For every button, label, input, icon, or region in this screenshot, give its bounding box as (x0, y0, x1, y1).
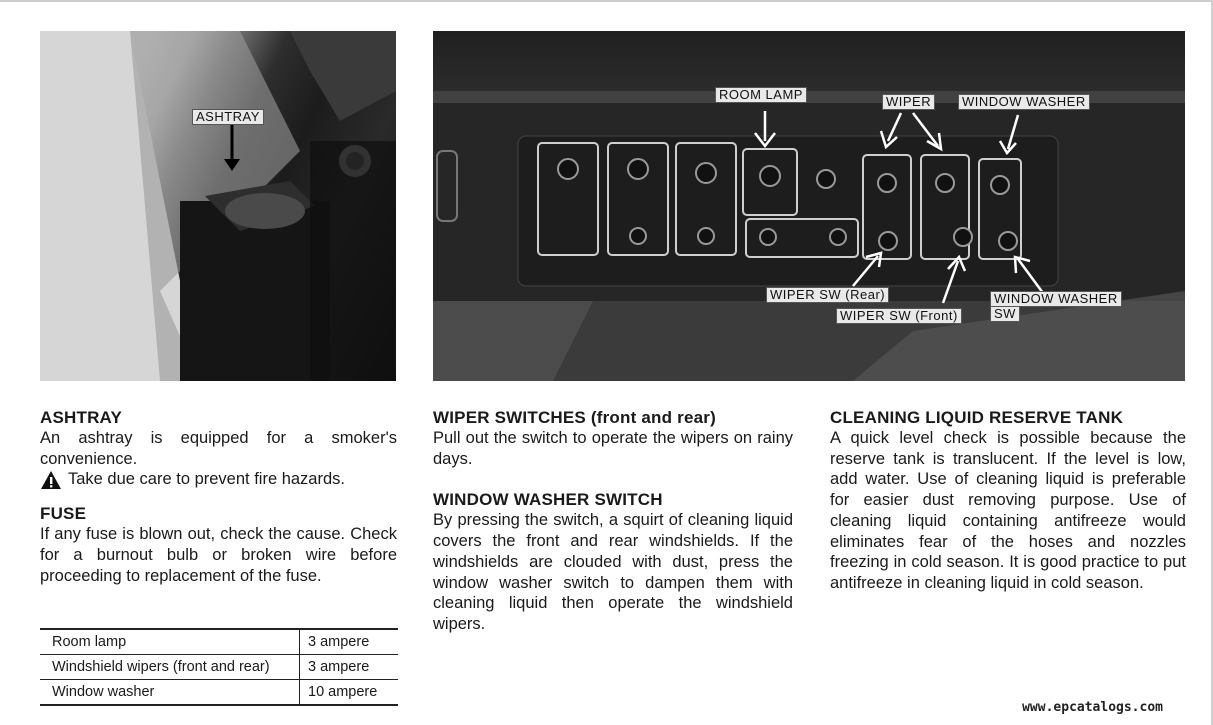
table-row (40, 655, 398, 680)
ashtray-body: An ashtray is equipped for a smoker's convenience. (40, 429, 397, 468)
window-washer-sw-callout-line2: SW (990, 306, 1020, 322)
table-row (40, 680, 398, 706)
ashtray-warning (40, 469, 397, 490)
right-column (830, 407, 1186, 594)
middle-column (433, 407, 793, 635)
window-washer-sw-callout-line1: WINDOW WASHER (990, 291, 1122, 307)
ashtray-callout: ASHTRAY (192, 109, 264, 125)
wiper-body: Pull out the switch to operate the wipers on rainy days. (433, 429, 793, 468)
fuse-rating: 10 ampere (300, 680, 399, 706)
ashtray-warning-text: Take due care to prevent fire hazards. (68, 470, 345, 489)
fuse-panel-photo (433, 31, 1185, 381)
washer-body: By pressing the switch, a squirt of cleaning liquid covers the front and rear windshields. If the windshields are clouded with dust, press the window washer switch to dampen them with cleaning liquid then operate the windshield wipers. (433, 511, 793, 633)
washer-heading: WINDOW WASHER SWITCH (433, 490, 663, 510)
ashtray-illustration (40, 31, 396, 381)
fuse-item: Windshield wipers (front and rear) (40, 655, 300, 680)
wiper-heading: WIPER SWITCHES (front and rear) (433, 408, 716, 427)
tank-heading: CLEANING LIQUID RESERVE TANK (830, 408, 1124, 427)
wiper-callout: WIPER (882, 94, 935, 110)
footer-url: www.epcatalogs.com (1022, 700, 1163, 715)
left-column (40, 407, 397, 586)
fuse-panel-illustration (433, 31, 1185, 381)
fuse-rating: 3 ampere (300, 629, 399, 655)
wiper-sw-rear-callout: WIPER SW (Rear) (766, 287, 889, 303)
room-lamp-callout: ROOM LAMP (715, 87, 807, 103)
ashtray-heading: ASHTRAY (40, 408, 123, 427)
top-rule (0, 0, 1213, 2)
window-washer-callout: WINDOW WASHER (958, 94, 1090, 110)
table-row (40, 629, 398, 655)
fuse-item: Room lamp (40, 629, 300, 655)
fuse-table (40, 628, 398, 706)
fuse-item: Window washer (40, 680, 300, 706)
fuse-heading: FUSE (40, 504, 87, 524)
fuse-body: If any fuse is blown out, check the cause. Check for a burnout bulb or broken wire before proceeding to replacement of the fuse. (40, 525, 397, 585)
tank-body: A quick level check is possible because the reserve tank is translucent. If the level is low, add water. Use of cleaning liquid is preferable for easier dust removing purpose. Use of cleaning liquid containing antifreeze would eliminates fear of the hoses and nozzles freezing in cold season. It is good practice to put antifreeze in cleaning liquid in cold season. (830, 429, 1186, 592)
ashtray-photo (40, 31, 396, 381)
warning-triangle-icon (40, 470, 62, 490)
wiper-sw-front-callout: WIPER SW (Front) (836, 308, 962, 324)
fuse-rating: 3 ampere (300, 655, 399, 680)
